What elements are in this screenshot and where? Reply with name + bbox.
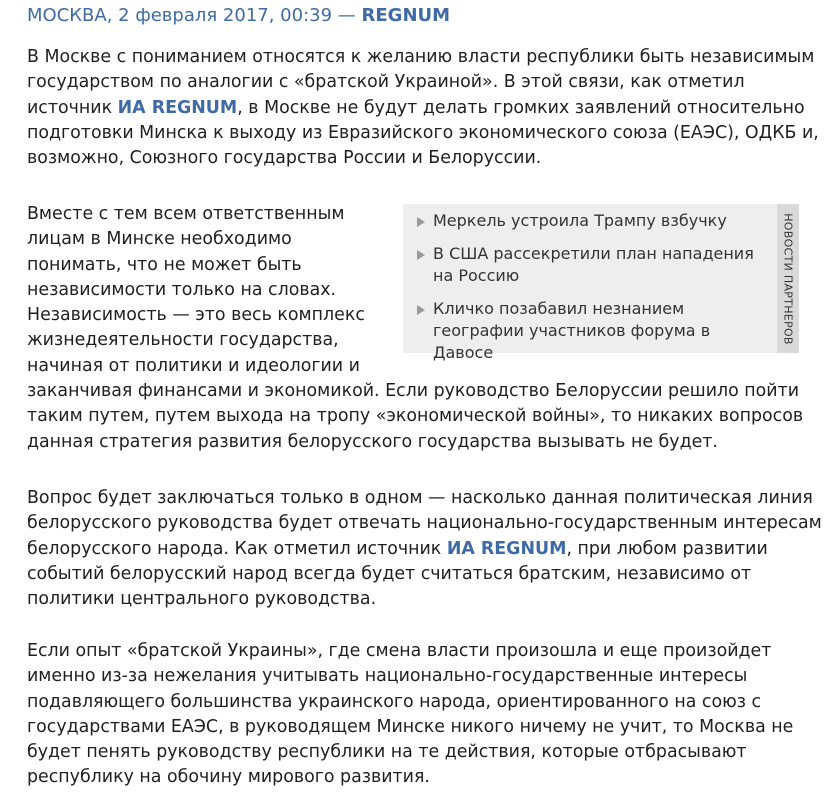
partner-news-tab-label: НОВОСТИ ПАРТНЕРОВ (781, 212, 795, 345)
paragraph-1-text-a: В Москве с пониманием относятся к желанию власти республики быть независимым государством по аналогии с «братской Украиной». В этой связи, как отметил источник (27, 47, 815, 118)
dateline (27, 3, 450, 29)
article-paragraph-4 (27, 639, 827, 791)
partner-news-item[interactable] (417, 210, 763, 232)
paragraph-3-text-a: Вопрос будет заключаться только в одном — насколько данная политическая линия белорусского руководства будет отвечать национально-государственным интересам белорусского народа. Как отметил источник (27, 488, 822, 559)
triangle-bullet-icon (417, 217, 425, 227)
partner-news-tab[interactable] (777, 204, 799, 353)
regnum-link[interactable]: ИА REGNUM (446, 538, 567, 559)
partner-news-title: Кличко позабавил незнанием географии участников форума в Давосе (433, 299, 711, 362)
regnum-link[interactable]: ИА REGNUM (117, 97, 238, 118)
partner-news-item[interactable] (417, 243, 763, 287)
paragraph-3-text-b: , при любом развитии событий белорусский народ всегда будет считаться братским, независимо от политики центрального руководства. (27, 538, 768, 610)
paragraph-4-text: Если опыт «братской Украины», где смена власти произошла и еще произойдет именно из-за нежелания учитывать национально-государственные интересы подавляющего большинства украинского народа, ориентированного на союз с государствами ЕАЭС, в руководящем Минске никого ничему не учит, то Москва не будет пенять руководству республики на те действия, которые отбрасывают республику на обочину мирового развития. (27, 641, 794, 788)
partner-news-title: В США рассекретили план нападения на Россию (433, 244, 754, 285)
article-paragraph-3 (27, 486, 827, 612)
paragraph-1-text-b: , в Москве не будут делать громких заявлений относительно подготовки Минска к выходу из Евразийского экономического союза (ЕАЭС), ОДКБ и, возможно, Союзного государства России и Белоруссии. (27, 97, 819, 169)
dateline-place-date: МОСКВА, 2 февраля 2017, 00:39 (27, 5, 333, 26)
dateline-dash: — (337, 5, 356, 26)
triangle-bullet-icon (417, 250, 425, 260)
partner-news-title: Меркель устроила Трампу взбучку (433, 211, 727, 230)
paragraph-2-text: Вместе с тем всем ответственным лицам в Минске необходимо понимать, что не может быть независимости только на словах. Независимость — это весь комплекс жизнедеятельности государства, начиная от политики и идеологии и заканчивая финансами и экономикой. Если руководство Белоруссии решило пойти таким путем, путем выхода на тропу «экономической войны», то никаких вопросов данная стратегия развития белорусского государства вызывать не будет. (27, 204, 804, 452)
partner-news-item[interactable] (417, 298, 763, 364)
dateline-agency[interactable]: REGNUM (361, 5, 451, 26)
triangle-bullet-icon (417, 305, 425, 315)
partner-news-list (403, 204, 799, 364)
partner-news-box (403, 204, 799, 362)
article-paragraph-1 (27, 45, 827, 171)
